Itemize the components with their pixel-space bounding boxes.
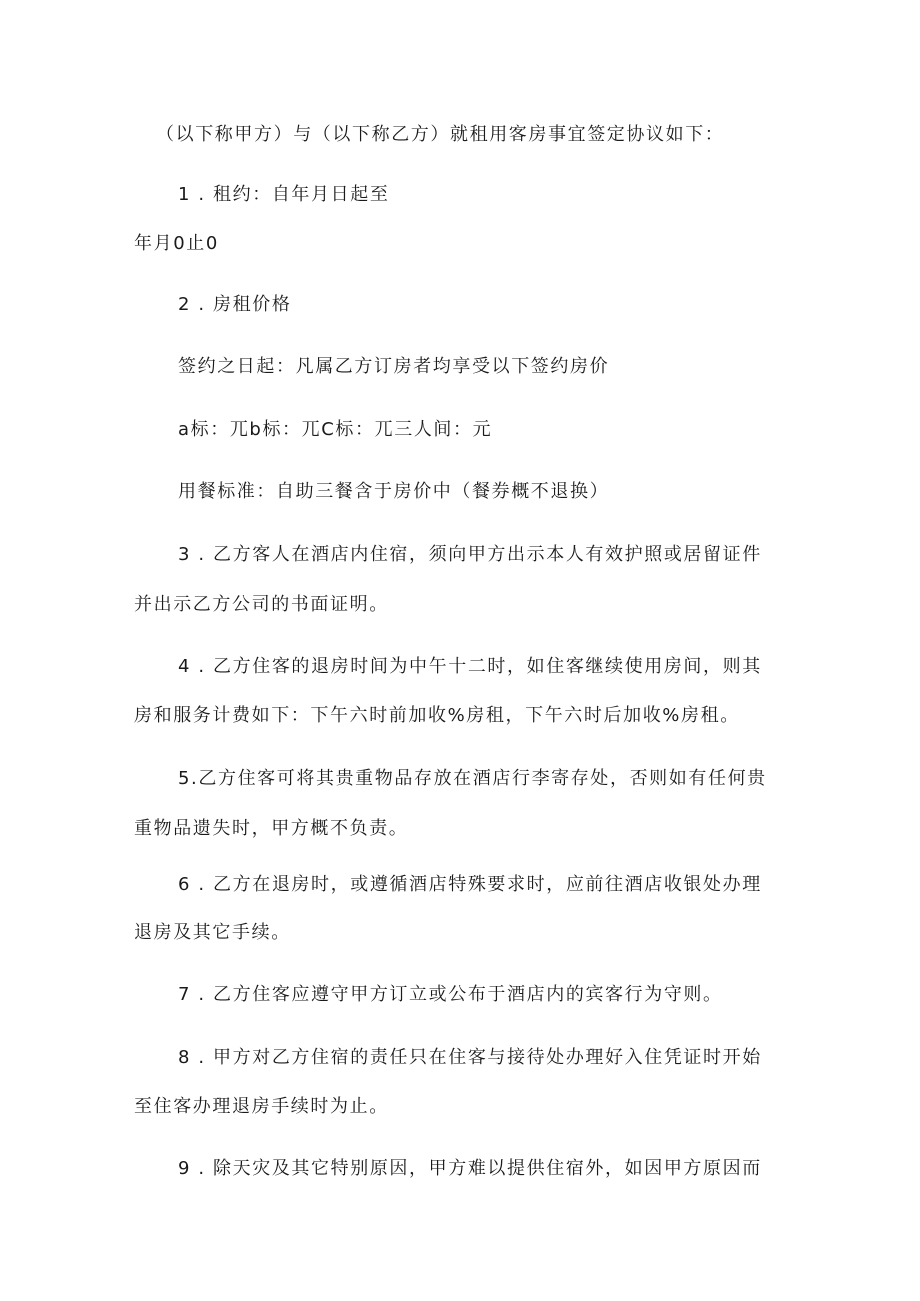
clause-5-line-2: 重物品遗失时，甲方概不负责。 <box>134 818 409 839</box>
clause-5-line-1: 5.乙方住客可将其贵重物品存放在酒店行李寄存处，否则如有任何贵 <box>178 768 767 789</box>
clause-8-line-1: 8 . 甲方对乙方住宿的责任只在住客与接待处办理好入住凭证时开始 <box>178 1047 762 1068</box>
clause-3-line-1: 3 . 乙方客人在酒店内住宿，须向甲方出示本人有效护照或居留证件 <box>178 544 762 565</box>
intro-line: （以下称甲方）与（以下称乙方）就租用客房事宜签定协议如下： <box>156 124 725 145</box>
clause-6-line-2: 退房及其它手续。 <box>134 922 291 943</box>
clause-2-line-1: 签约之日起：凡属乙方订房者均享受以下签约房价 <box>178 356 610 377</box>
clause-2-line-2: a标：兀b标：兀C标：兀三人间：元 <box>178 419 493 440</box>
clause-1-line-1: 1 . 租约：自年月日起至 <box>178 184 390 205</box>
clause-3-line-2: 并出示乙方公司的书面证明。 <box>134 594 389 615</box>
clause-2-line-3: 用餐标准：自助三餐含于房价中（餐券概不退换） <box>178 481 610 502</box>
clause-2-heading: 2 . 房租价格 <box>178 294 292 315</box>
clause-1-line-2: 年月0止0 <box>134 233 219 254</box>
clause-7-line-1: 7 . 乙方住客应遵守甲方订立或公布于酒店内的宾客行为守则。 <box>178 984 723 1005</box>
clause-6-line-1: 6 . 乙方在退房时，或遵循酒店特殊要求时，应前往酒店收银处办理 <box>178 874 762 895</box>
clause-4-line-2: 房和服务计费如下：下午六时前加收%房租，下午六时后加收%房租。 <box>134 705 740 726</box>
clause-8-line-2: 至住客办理退房手续时为止。 <box>134 1096 389 1117</box>
clause-4-line-1: 4 . 乙方住客的退房时间为中午十二时，如住客继续使用房间，则其 <box>178 656 762 677</box>
clause-9-line-1: 9 . 除天灾及其它特别原因，甲方难以提供住宿外，如因甲方原因而 <box>178 1158 762 1179</box>
